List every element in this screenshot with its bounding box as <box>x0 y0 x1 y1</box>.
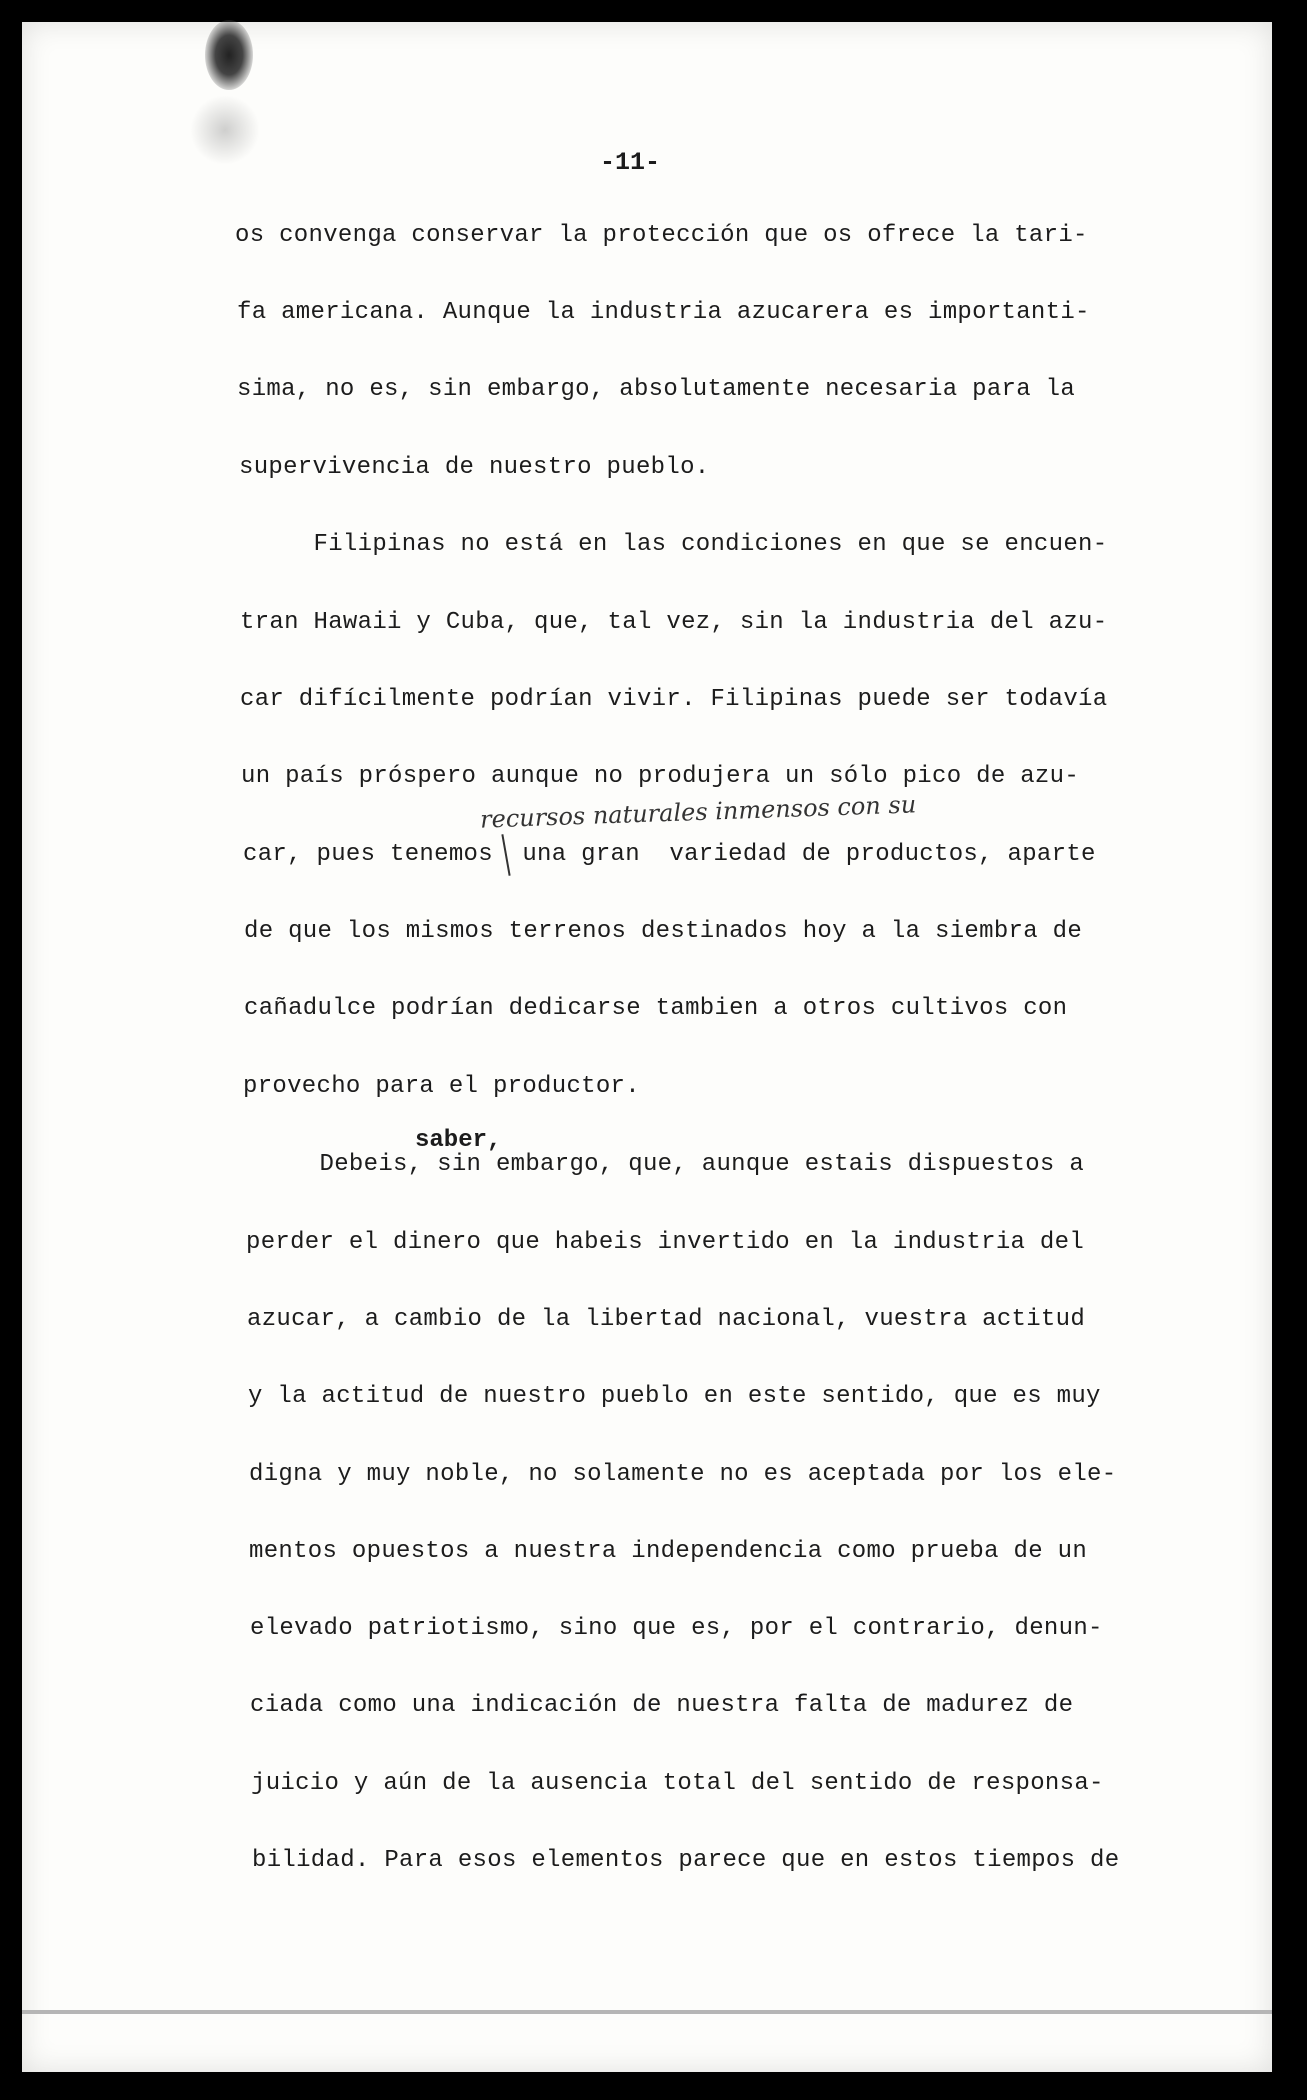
text-line-19: elevado patriotismo, sino que es, por el contrario, denun- <box>250 1615 1103 1642</box>
text-line-12: provecho para el productor. <box>243 1073 640 1100</box>
text-line-17: digna y muy noble, no solamente no es aceptada por los ele- <box>249 1461 1117 1488</box>
handwritten-insertion: recursos naturales inmensos con su <box>479 790 917 834</box>
text-line-7: car difícilmente podrían vivir. Filipinas puede ser todavía <box>240 686 1108 713</box>
text-line-1: os convenga conservar la protección que os ofrece la tari- <box>235 222 1088 249</box>
text-line-5: Filipinas no está en las condiciones en que se encuen- <box>240 531 1108 558</box>
text-line-9: car, pues tenemos una gran variedad de productos, aparte <box>243 841 1096 868</box>
text-line-6: tran Hawaii y Cuba, que, tal vez, sin la industria del azu- <box>240 609 1108 636</box>
text-line-11: cañadulce podrían dedicarse tambien a otros cultivos con <box>244 995 1068 1022</box>
document-page <box>22 22 1272 2072</box>
text-line-10: de que los mismos terrenos destinados hoy a la siembra de <box>244 918 1083 945</box>
page-edge <box>22 2010 1272 2014</box>
text-line-8: un país próspero aunque no produjera un sólo pico de azu- <box>241 763 1080 790</box>
text-line-22: bilidad. Para esos elementos parece que en estos tiempos de <box>252 1847 1120 1874</box>
text-line-13: Debeis, sin embargo, que, aunque estais dispuestos a <box>246 1151 1085 1178</box>
text-line-16: y la actitud de nuestro pueblo en este sentido, que es muy <box>248 1383 1101 1410</box>
ink-smudge <box>190 95 260 165</box>
text-line-4: supervivencia de nuestro pueblo. <box>239 454 710 481</box>
typed-insertion: saber, <box>415 1127 502 1154</box>
text-line-14: perder el dinero que habeis invertido en la industria del <box>246 1229 1085 1256</box>
text-line-15: azucar, a cambio de la libertad nacional, vuestra actitud <box>247 1306 1086 1333</box>
page-number: -11- <box>600 148 661 177</box>
ink-stain <box>205 20 253 90</box>
text-line-20: ciada como una indicación de nuestra falta de madurez de <box>250 1692 1074 1719</box>
text-line-18: mentos opuestos a nuestra independencia como prueba de un <box>249 1538 1088 1565</box>
text-line-2: fa americana. Aunque la industria azucarera es importanti- <box>237 299 1090 326</box>
text-line-3: sima, no es, sin embargo, absolutamente necesaria para la <box>237 376 1076 403</box>
text-line-21: juicio y aún de la ausencia total del sentido de responsa- <box>251 1770 1104 1797</box>
